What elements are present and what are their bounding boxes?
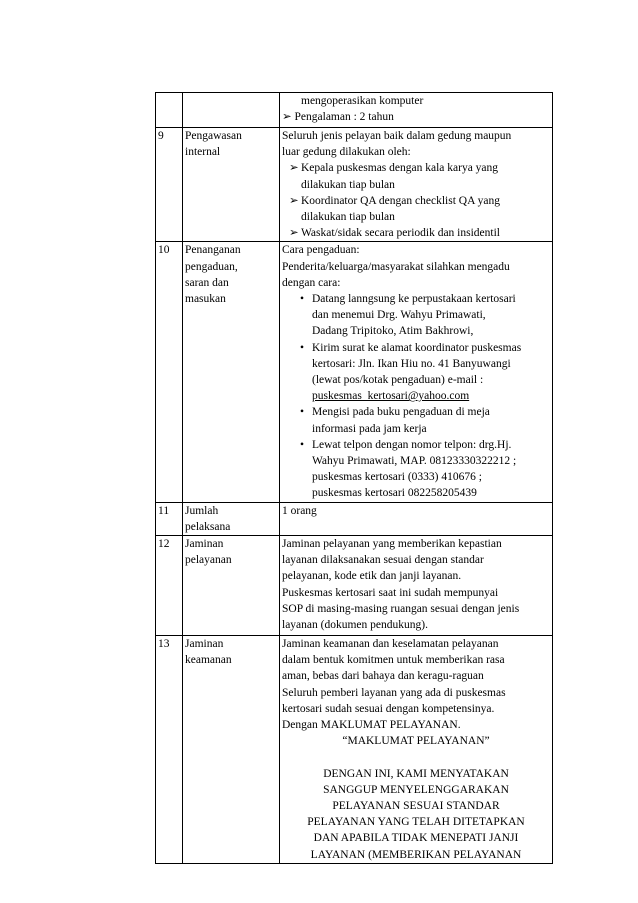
arrow-item: ➢ Pengalaman : 2 tahun <box>282 111 394 124</box>
maklumat-title: “MAKLUMAT PELAYANAN” <box>342 735 490 748</box>
row-content <box>280 93 553 128</box>
list-item: • Lewat telpon dengan nomor telpon: drg.Hj. Wahyu Primawati, MAP. 08123330322212 ; puskesmas kertosari (0333) 410676 ; puskesmas kertosari 082258205439 <box>300 438 517 500</box>
row-content <box>280 128 553 242</box>
row-number: 11 <box>156 502 183 535</box>
arrow-bullet-icon: ➢ <box>289 227 299 240</box>
list-item: ➢ Kepala puskesmas dengan kala karya yang dilakukan tiap bulan <box>289 162 499 191</box>
service-standard-table <box>155 92 553 864</box>
row-item: Jaminan pelayanan <box>183 536 280 636</box>
table-row <box>156 242 553 502</box>
row-content: Jaminan keamanan dan keselamatan pelayanan dalam bentuk komitmen untuk memberikan rasa aman, bebas dari bahaya dan keragu-raguan Seluruh pemberi layanan yang ada di puskesmas kertosari sudah sesuai dengan kompetensinya. Dengan MAKLUMAT PELAYANAN. “MAKLUMAT PELAYANAN” DENGAN INI, KAMI MENYATAKAN SANGGUP MENYELENGGARAKAN PELAYANAN SESUAI STANDAR PELAYANAN YANG TELAH DITETAPKAN DAN APABILA TIDAK MENEPATI JANJI LAYANAN (MEMBERIKAN PELAYANAN <box>280 636 553 864</box>
row-item: Pengawasan internal <box>183 128 280 242</box>
maklumat-line: SANGGUP MENYELENGGARAKAN <box>323 783 509 796</box>
content-line: luar gedung dilakukan oleh: <box>282 146 411 159</box>
table-row <box>156 502 553 535</box>
maklumat-line: PELAYANAN SESUAI STANDAR <box>332 799 500 812</box>
content-line: dengan cara: <box>282 276 341 289</box>
row-item: Jaminan keamanan <box>183 636 280 864</box>
table-row <box>156 93 553 128</box>
list-item: ➢ Waskat/sidak secara periodik dan insidentil <box>301 225 550 241</box>
row-item: Jumlah pelaksana <box>183 502 280 535</box>
dot-bullet-icon: • <box>300 438 305 451</box>
maklumat-line: DENGAN INI, KAMI MENYATAKAN <box>323 767 509 780</box>
arrow-bullet-icon: ➢ <box>282 111 292 124</box>
row-item: Penanganan pengaduan, saran dan masukan <box>183 242 280 502</box>
row-item <box>183 93 280 128</box>
dot-bullet-icon: • <box>300 293 305 306</box>
row-number: 13 <box>156 636 183 864</box>
content-line: mengoperasikan komputer <box>301 95 424 107</box>
arrow-bullet-icon: ➢ <box>289 162 299 175</box>
content-line: Seluruh jenis pelayan baik dalam gedung maupun <box>282 130 512 142</box>
row-number: 9 <box>156 128 183 242</box>
table-row <box>156 536 553 636</box>
maklumat-line: DAN APABILA TIDAK MENEPATI JANJI <box>313 832 519 845</box>
list-item: ➢ Koordinator QA dengan checklist QA yang dilakukan tiap bulan <box>289 194 500 224</box>
row-content: Jaminan pelayanan yang memberikan kepastian layanan dilaksanakan sesuai dengan standar pelayanan, kode etik dan janji layanan. Puskesmas kertosari saat ini sudah mempunyai SOP di masing-masing ruangan sesuai dengan jenis layanan (dokumen pendukung). <box>280 536 553 636</box>
row-number: 12 <box>156 536 183 636</box>
email-link[interactable]: puskesmas_kertosari@yahoo.com <box>312 390 470 403</box>
list-item: • Kirim surat ke alamat koordinator puskesmas kertosari: Jln. Ikan Hiu no. 41 Banyuwangi (lewat pos/kotak pengaduan) e-mail : puskesmas_kertosari@yahoo.com <box>312 340 550 405</box>
row-content: 1 orang <box>280 502 553 535</box>
row-number <box>156 93 183 128</box>
table-row <box>156 128 553 242</box>
maklumat-line: LAYANAN (MEMBERIKAN PELAYANAN <box>310 848 522 861</box>
dot-bullet-icon: • <box>300 341 305 354</box>
arrow-bullet-icon: ➢ <box>289 194 299 207</box>
maklumat-line: PELAYANAN YANG TELAH DITETAPKAN <box>307 816 525 829</box>
content-line: Cara pengaduan: <box>282 244 360 257</box>
content-line: Penderita/keluarga/masyarakat silahkan mengadu <box>282 260 510 273</box>
list-item: • Datang lanngsung ke perpustakaan kertosari dan menemui Drg. Wahyu Primawati, Dadang Tripitoko, Atim Bakhrowi, <box>300 293 516 338</box>
row-content <box>280 242 553 502</box>
list-item: • Mengisi pada buku pengaduan di meja informasi pada jam kerja <box>300 406 490 435</box>
row-number: 10 <box>156 242 183 502</box>
dot-bullet-icon: • <box>300 406 305 419</box>
table-row <box>156 636 553 864</box>
